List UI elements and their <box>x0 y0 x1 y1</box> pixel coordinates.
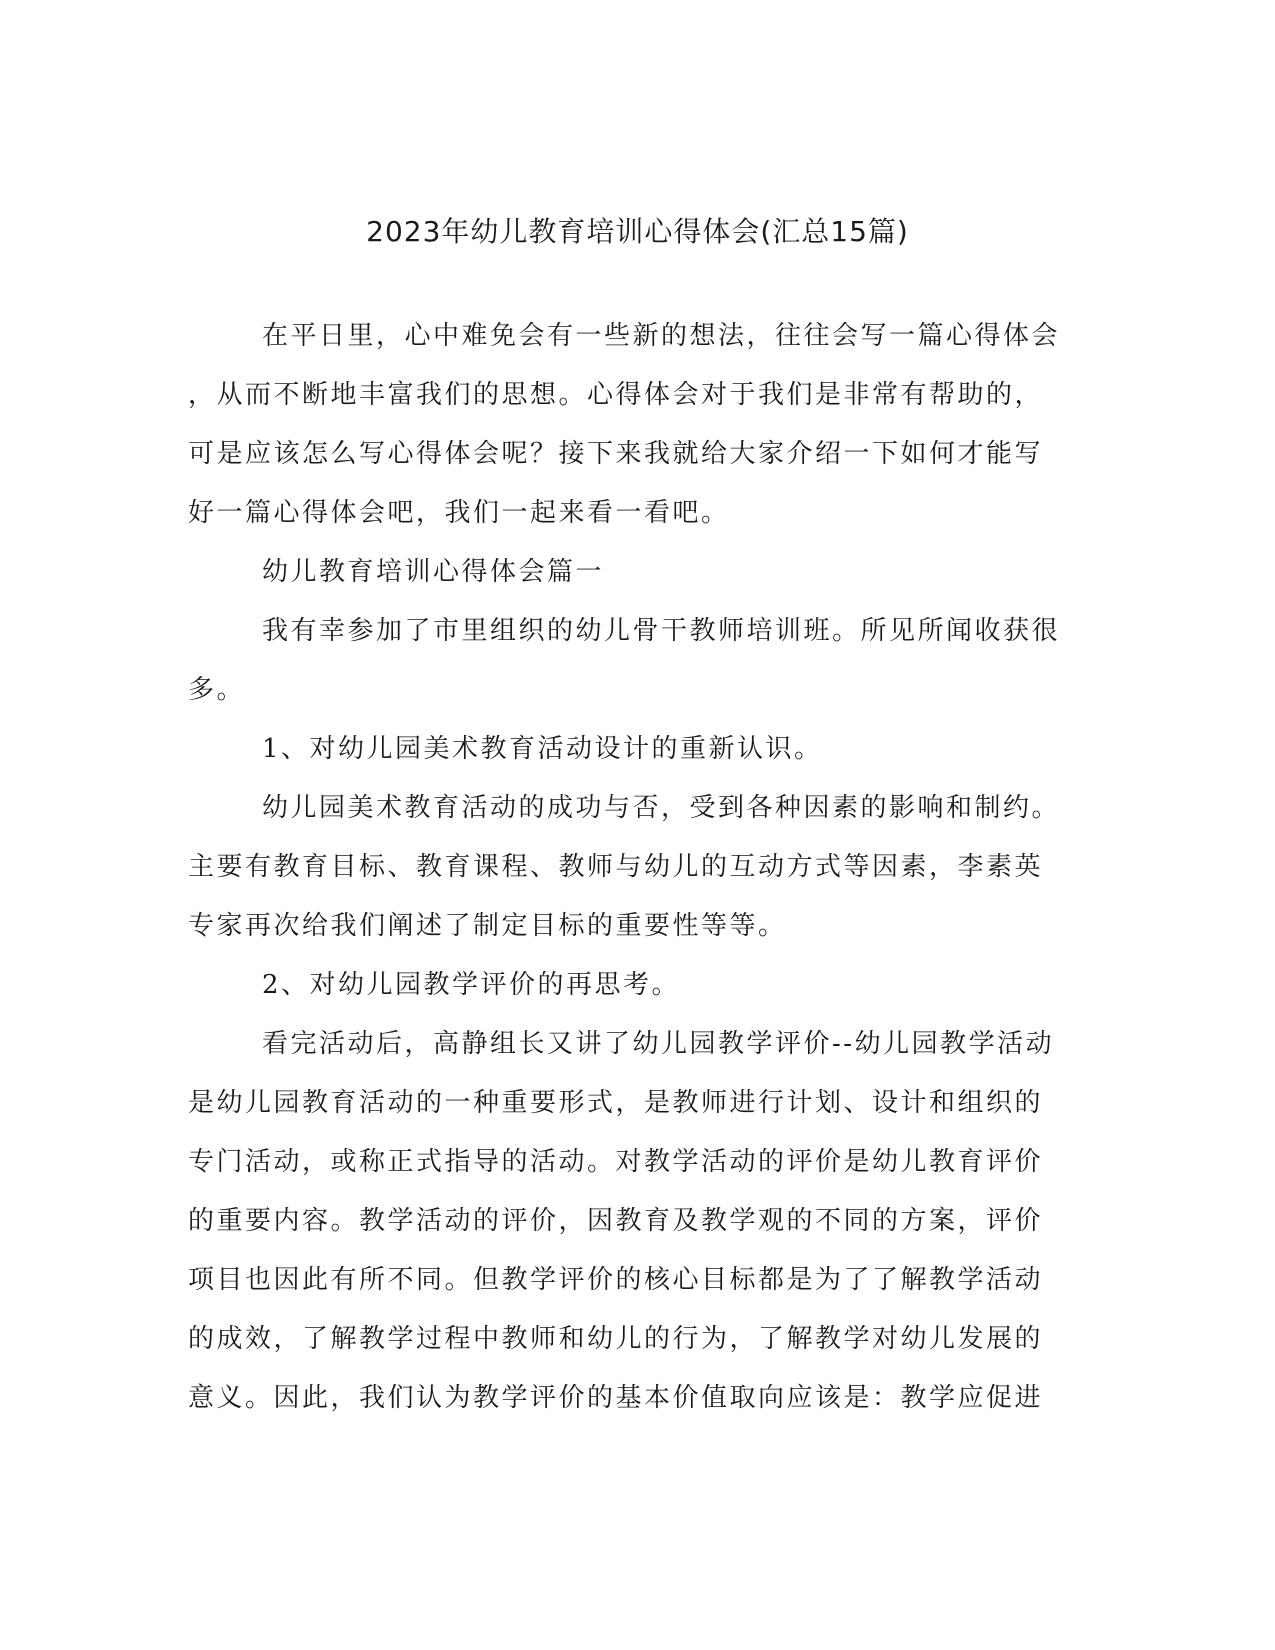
paragraph-line: ，从而不断地丰富我们的思想。心得体会对于我们是非常有帮助的， <box>188 380 1044 410</box>
paragraph-line: 专门活动，或称正式指导的活动。对教学活动的评价是幼儿教育评价 <box>188 1147 1044 1177</box>
paragraph-line: 的成效，了解教学过程中教师和幼儿的行为，了解教学对幼儿发展的 <box>188 1324 1044 1354</box>
document-title: 2023年幼儿教育培训心得体会(汇总15篇) <box>366 215 909 248</box>
paragraph-line: 是幼儿园教育活动的一种重要形式，是教师进行计划、设计和组织的 <box>188 1088 1044 1118</box>
list-heading: 2、对幼儿园教学评价的再思考。 <box>262 970 681 1000</box>
paragraph-line: 可是应该怎么写心得体会呢？接下来我就给大家介绍一下如何才能写 <box>188 439 1044 469</box>
paragraph-line: 意义。因此，我们认为教学评价的基本价值取向应该是：教学应促进 <box>188 1383 1044 1413</box>
section-heading: 幼儿教育培训心得体会篇一 <box>262 557 605 587</box>
paragraph-line: 在平日里，心中难免会有一些新的想法，往往会写一篇心得体会 <box>262 321 1061 351</box>
paragraph-line: 看完活动后，高静组长又讲了幼儿园教学评价--幼儿园教学活动 <box>262 1029 1055 1059</box>
paragraph-line: 幼儿园美术教育活动的成功与否，受到各种因素的影响和制约。 <box>262 793 1061 823</box>
paragraph-line: 主要有教育目标、教育课程、教师与幼儿的互动方式等因素，李素英 <box>188 852 1044 882</box>
paragraph-line: 专家再次给我们阐述了制定目标的重要性等等。 <box>188 911 787 941</box>
paragraph-line: 好一篇心得体会吧，我们一起来看一看吧。 <box>188 498 730 528</box>
paragraph-line: 我有幸参加了市里组织的幼儿骨干教师培训班。所见所闻收获很 <box>262 616 1061 646</box>
paragraph-line: 多。 <box>188 675 246 705</box>
list-heading: 1、对幼儿园美术教育活动设计的重新认识。 <box>262 734 823 764</box>
paragraph-line: 项目也因此有所不同。但教学评价的核心目标都是为了了解教学活动 <box>188 1265 1044 1295</box>
paragraph-line: 的重要内容。教学活动的评价，因教育及教学观的不同的方案，评价 <box>188 1206 1044 1236</box>
